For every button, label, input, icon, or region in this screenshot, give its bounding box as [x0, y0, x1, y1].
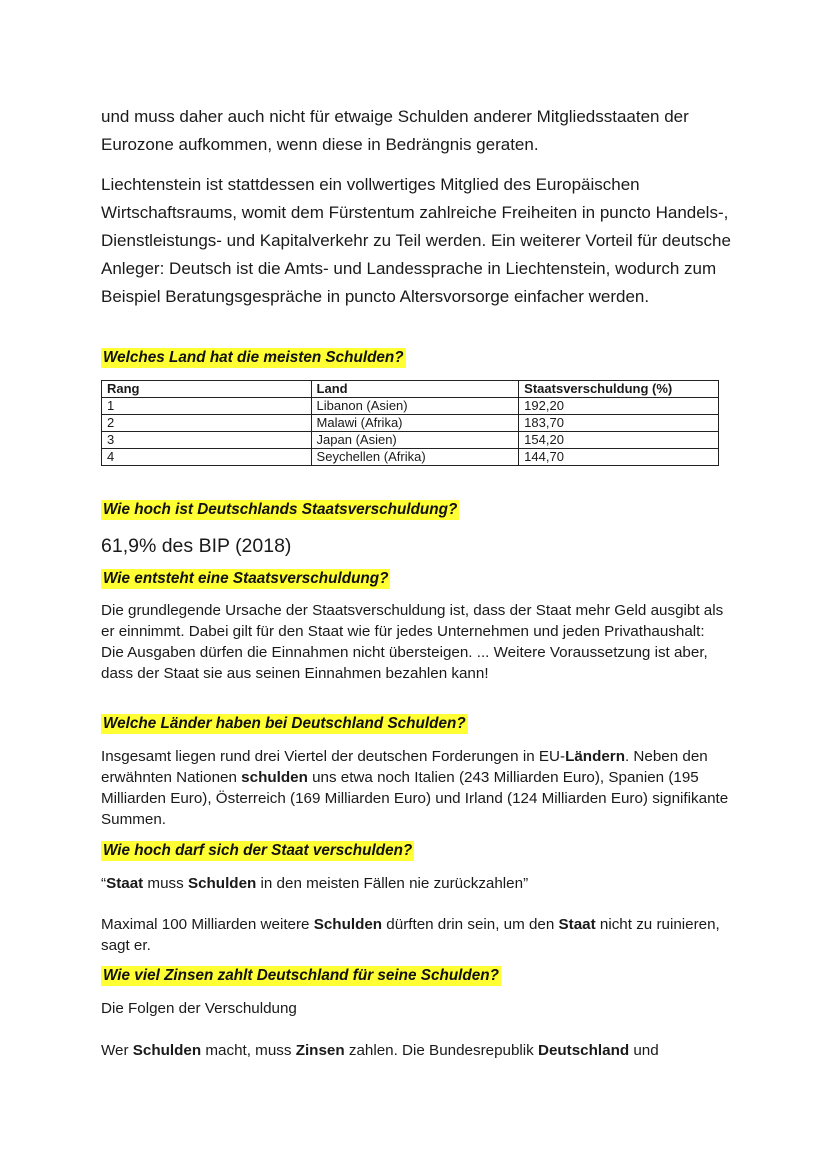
heading-debt-limit	[101, 841, 731, 861]
heading-debtor-countries	[101, 714, 731, 734]
highlighted-question: Welche Länder haben bei Deutschland Schulden?	[103, 715, 466, 732]
highlighted-question: Welches Land hat die meisten Schulden?	[103, 349, 404, 366]
cell-land: Seychellen (Afrika)	[311, 449, 519, 466]
text-run: Maximal 100 Milliarden weitere	[101, 916, 314, 933]
column-header-land: Land	[311, 381, 519, 398]
highlighted-question: Wie hoch darf sich der Staat verschulden?	[103, 842, 413, 859]
text-run: macht, muss	[201, 1042, 296, 1059]
bold-run: Staat	[558, 916, 596, 933]
debt-origin-paragraph: Die grundlegende Ursache der Staatsverschuldung ist, dass der Staat mehr Geld ausgibt als er einnimmt. Dabei gilt für den Staat wie für jedes Unternehmen und jeden Privathaushalt: Die Ausgaben dürfen die Einnahmen nicht übersteigen. ... Weitere Voraussetzung ist aber, dass der Staat sie aus seinen Einnahmen bezahlen kann!	[101, 602, 724, 682]
cell-value: 154,20	[519, 432, 719, 449]
text-run: nicht zu ruinieren, sagt er.	[101, 916, 720, 954]
highlighted-question: Wie viel Zinsen zahlt Deutschland für seine Schulden?	[103, 967, 499, 984]
cell-rang: 4	[102, 449, 312, 466]
text-run: “	[101, 875, 107, 892]
highlighted-question: Wie hoch ist Deutschlands Staatsverschuldung?	[103, 501, 458, 518]
text-run: . Neben den erwähnten Nationen	[101, 748, 708, 786]
text-run: zahlen. Die Bundesrepublik	[344, 1042, 538, 1059]
table-row	[102, 449, 719, 466]
intro-paragraph-2: Liechtenstein ist stattdessen ein vollwertiges Mitglied des Europäischen Wirtschaftsraums, womit dem Fürstentum zahlreiche Freiheiten in puncto Handels-, Dienstleistungs- und Kapitalverkehr zu Teil werden. Ein weiterer Vorteil für deutsche Anleger: Deutsch ist die Amts- und Landessprache in Liechtenstein, wodurch zum Beispiel Beratungsgespräche in puncto Altersvorsorge einfacher werden.	[101, 175, 731, 306]
bold-run: Staat	[106, 875, 144, 892]
cell-land: Libanon (Asien)	[311, 398, 519, 415]
text-run: und	[629, 1042, 659, 1059]
text-run: in den meisten Fällen nie zurückzahlen”	[256, 875, 529, 892]
text-run: Wer	[101, 1042, 133, 1059]
cell-land: Malawi (Afrika)	[311, 415, 519, 432]
column-header-rang: Rang	[102, 381, 312, 398]
cell-value: 192,20	[519, 398, 719, 415]
debt-ranking-table	[101, 380, 719, 466]
intro-paragraph-1: und muss daher auch nicht für etwaige Schulden anderer Mitgliedsstaaten der Eurozone aufkommen, wenn diese in Bedrängnis geraten.	[101, 107, 689, 154]
bold-run: Ländern	[565, 748, 625, 765]
bold-run: Schulden	[132, 1042, 202, 1059]
bold-run: Zinsen	[295, 1042, 345, 1059]
cell-rang: 1	[102, 398, 312, 415]
consequences-line: Die Folgen der Verschuldung	[101, 1000, 297, 1017]
cell-value: 183,70	[519, 415, 719, 432]
bold-run: Deutschland	[537, 1042, 630, 1059]
bold-run: Schulden	[313, 916, 383, 933]
interest-paragraph	[101, 1040, 731, 1061]
heading-interest	[101, 966, 731, 986]
cell-land: Japan (Asien)	[311, 432, 519, 449]
text-run: uns etwa noch Italien (243 Milliarden Euro), Spanien (195 Milliarden Euro), Österreich (169 Milliarden Euro) und Irland (124 Milliarden Euro) signifikante Summen.	[101, 769, 729, 828]
table-row	[102, 398, 719, 415]
cell-value: 144,70	[519, 449, 719, 466]
germany-debt-answer: 61,9% des BIP (2018)	[101, 535, 292, 557]
text-run: muss	[143, 875, 188, 892]
table-row	[102, 432, 719, 449]
table-header-row	[102, 381, 719, 398]
highlighted-question: Wie entsteht eine Staatsverschuldung?	[103, 570, 389, 587]
heading-most-debt	[101, 348, 731, 368]
heading-debt-origin	[101, 569, 731, 589]
quote-line	[101, 873, 731, 894]
text-run: Insgesamt liegen rund drei Viertel der deutschen Forderungen in EU-	[101, 748, 566, 765]
text-run: dürften drin sein, um den	[382, 916, 559, 933]
debtor-countries-paragraph	[101, 746, 731, 830]
cell-rang: 2	[102, 415, 312, 432]
heading-germany-debt	[101, 500, 731, 520]
debt-limit-paragraph	[101, 914, 731, 956]
bold-run: Schulden	[187, 875, 257, 892]
cell-rang: 3	[102, 432, 312, 449]
column-header-staatsverschuldung: Staatsverschuldung (%)	[519, 381, 719, 398]
bold-run: schulden	[241, 769, 308, 786]
table-row	[102, 415, 719, 432]
